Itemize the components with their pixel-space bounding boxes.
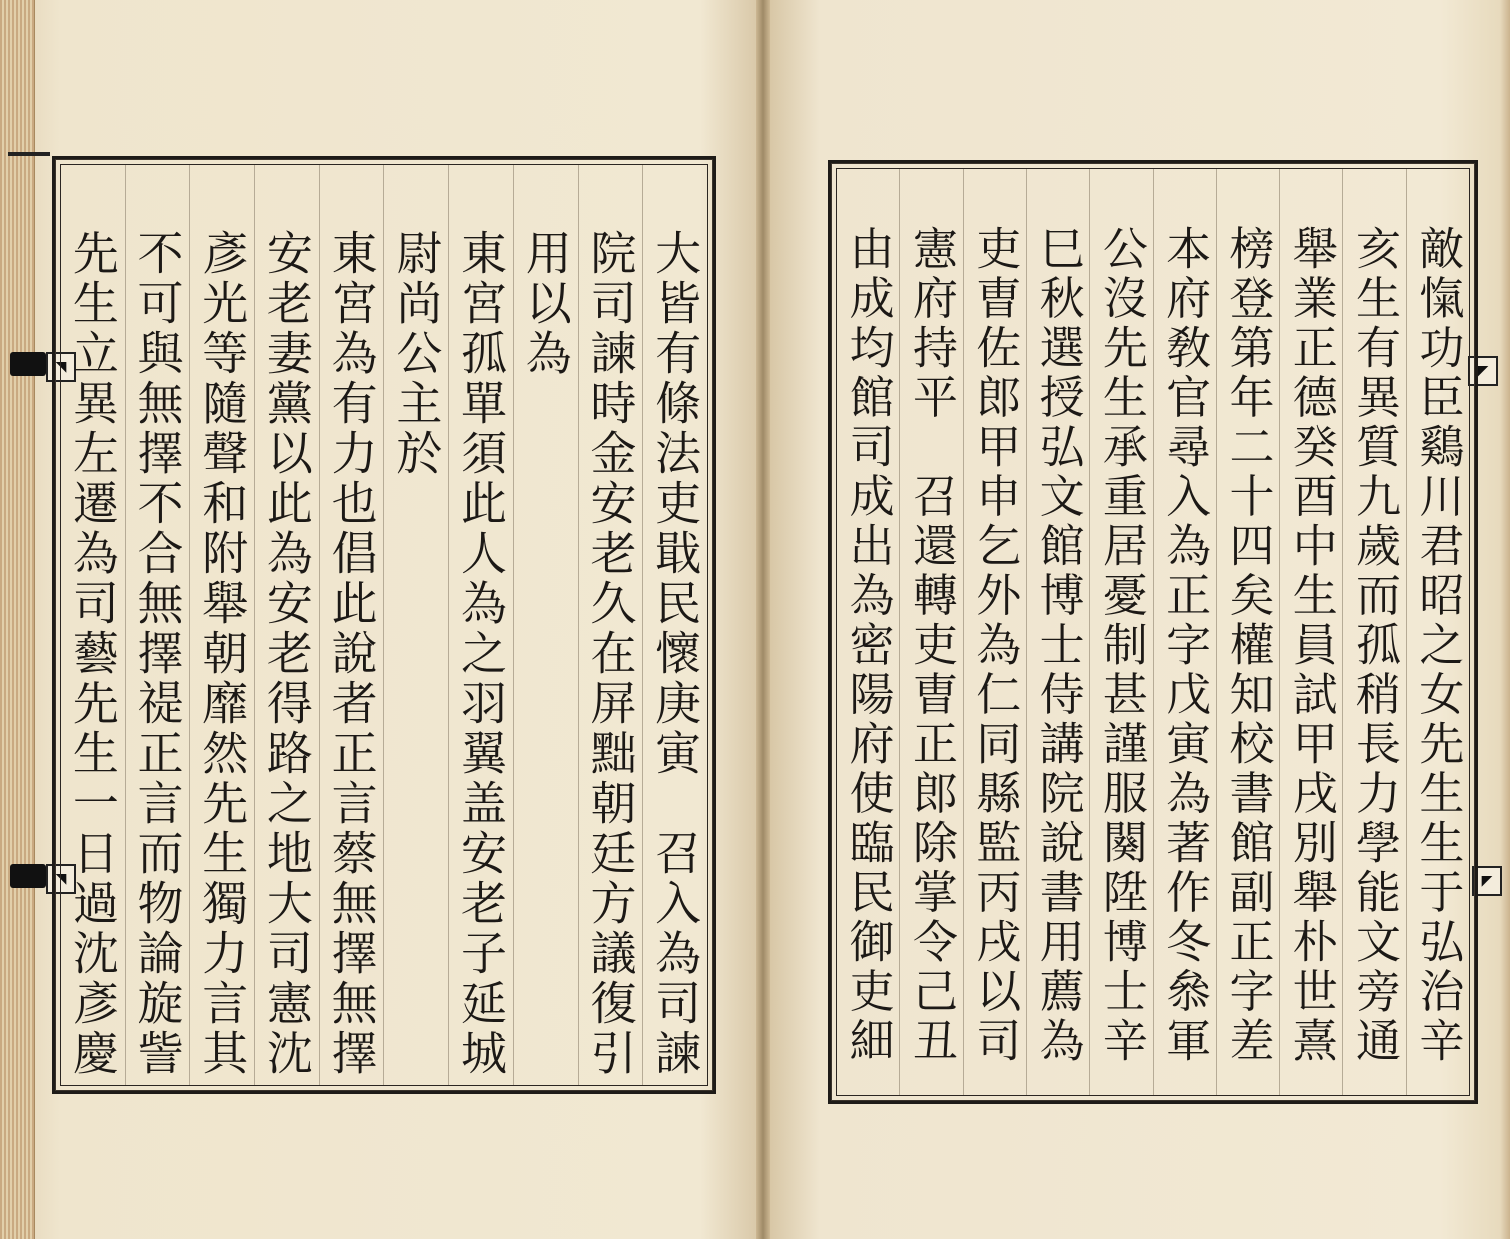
- page-tab-upper-left-icon: ◥: [46, 352, 76, 382]
- column-text: 大皆有條法吏戢民懷庚寅 召入為司諫: [648, 229, 703, 1079]
- right-column-9: [899, 169, 962, 1095]
- page-tab-lower-right-icon: ◤: [1472, 866, 1502, 896]
- column-text: 用以為: [518, 229, 573, 379]
- left-column-5: [383, 165, 448, 1085]
- right-column-1: [1406, 169, 1469, 1095]
- right-column-2: [1342, 169, 1405, 1095]
- left-column-1: [642, 165, 707, 1085]
- right-column-4: [1216, 169, 1279, 1095]
- right-column-5: [1153, 169, 1216, 1095]
- column-text: 敵愾功臣鷄川君昭之女先生生于弘治辛: [1411, 225, 1465, 1067]
- left-columns: [61, 165, 707, 1085]
- left-column-3: [513, 165, 578, 1085]
- left-column-9: [125, 165, 190, 1085]
- column-text: 安老妻黨以此為安老得路之地大司憲沈: [259, 229, 314, 1079]
- right-columns: [837, 169, 1469, 1095]
- left-text-frame: [52, 156, 716, 1094]
- column-text: 不可與無擇不合無擇禔正言而物論旋訾: [130, 229, 185, 1079]
- right-text-frame: [828, 160, 1478, 1104]
- left-column-7: [254, 165, 319, 1085]
- right-column-3: [1279, 169, 1342, 1095]
- left-column-2: [578, 165, 643, 1085]
- column-text: 吏曺佐郎甲申乞外為仁同縣監丙戌以司: [968, 225, 1022, 1067]
- column-text: 彥光等隨聲和附舉朝靡然先生獨力言其: [195, 229, 250, 1079]
- column-text: 憲府持平 召還轉吏曺正郎除掌令己丑: [904, 225, 958, 1067]
- page-tab-upper-right-icon: ◤: [1468, 356, 1498, 386]
- left-column-8: [189, 165, 254, 1085]
- page-tab-lower-left-icon: ◥: [46, 864, 76, 894]
- column-text: 東宮孤單須此人為之羽翼盖安老子延城: [454, 229, 509, 1079]
- column-text: 榜登第年二十四矣權知校書館副正字差: [1221, 225, 1275, 1067]
- right-column-6: [1089, 169, 1152, 1095]
- column-text: 亥生有異質九歲而孤稍長力學能文旁通: [1348, 225, 1402, 1067]
- column-text: 東宮為有力也倡此說者正言蔡無擇無擇: [324, 229, 379, 1079]
- page-edges: [0, 0, 35, 1239]
- column-text: 公沒先生承重居憂制甚謹服闋陞博士辛: [1094, 225, 1148, 1067]
- column-text: 舉業正德癸酉中生員試甲戌別舉朴世熹: [1284, 225, 1338, 1067]
- column-text: 巳秋選授弘文館博士侍講院說書用薦為: [1031, 225, 1085, 1067]
- column-text: 由成均館司成出為密陽府使臨民御吏細: [841, 225, 895, 1067]
- right-column-7: [1026, 169, 1089, 1095]
- left-column-6: [319, 165, 384, 1085]
- column-text: 尉尚公主於: [389, 229, 444, 479]
- column-text: 院司諫時金安老久在屏黜朝廷方議復引: [583, 229, 638, 1079]
- left-column-4: [448, 165, 513, 1085]
- right-column-10: [837, 169, 899, 1095]
- left-column-10: [61, 165, 125, 1085]
- right-column-8: [963, 169, 1026, 1095]
- column-text: 先生立異左遷為司藝先生一日過沈彥慶: [65, 229, 120, 1079]
- column-text: 本府敎官尋入為正字戊寅為著作冬叅軍: [1158, 225, 1212, 1067]
